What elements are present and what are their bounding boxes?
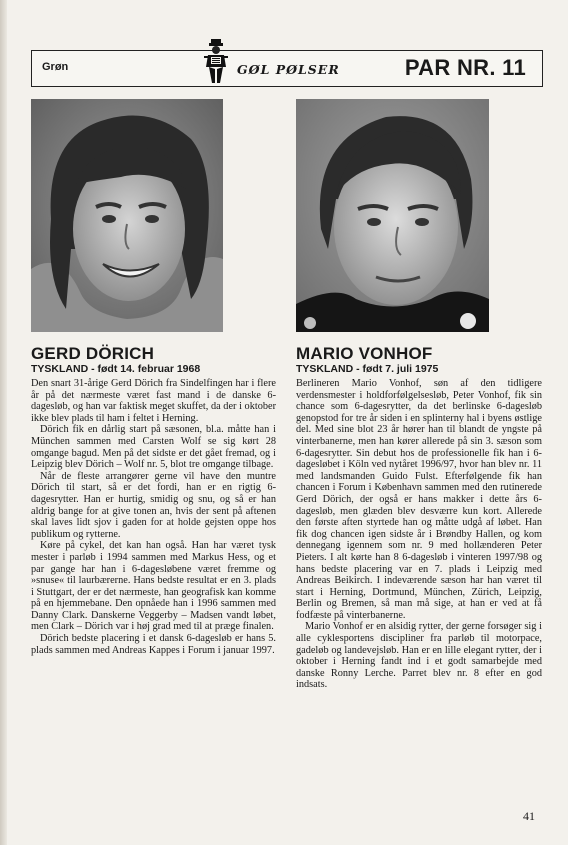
rider-biography (296, 378, 542, 691)
page-header (31, 50, 543, 87)
biography-paragraph: Dörich bedste placering i et dansk 6-dagesløb er hans 5. plads sammen med Andreas Kappes i Forum i januar 1997. (31, 633, 276, 656)
sponsor-name: GØL PØLSER (237, 62, 340, 77)
pair-number: PAR NR. 11 (404, 55, 526, 80)
team-color-label: Grøn (42, 61, 69, 73)
rider-column-left (31, 345, 276, 656)
rider-birth-info: TYSKLAND - født 7. juli 1975 (296, 363, 439, 375)
rider-name: MARIO VONHOF (296, 344, 433, 363)
rider-photo-gerd-dorich (31, 99, 223, 332)
biography-paragraph: Dörich fik en dårlig start på sæsonen, bl.a. måtte han i München sammen med Carsten Wolf se sig kørt 28 omgange bagud. Men på det sidste er det gået fremad, og i Leipzig blev Dörich – Wolf nr. 5, blot tre omgange tilbage. (31, 424, 276, 471)
biography-paragraph: Den snart 31-årige Gerd Dörich fra Sindelfingen har i flere år på det nærmeste været fast mand i de danske 6-dagesløb, og han var faktisk meget skuffet, da der i oktober ikke blev plads til ham i feltet i Herning. (31, 378, 276, 424)
rider-photo-mario-vonhof (296, 99, 489, 332)
rider-biography (31, 378, 276, 656)
rider-birth-info: TYSKLAND - født 14. februar 1968 (31, 363, 201, 375)
rider-name: GERD DÖRICH (31, 344, 155, 363)
biography-paragraph: Køre på cykel, det kan han også. Han har været tysk mester i parløb i 1994 sammen med Markus Hess, og et par gange har han i 6-dagesløbene været fremme og »snuse« til laurbærerne. Hans bedste resultat er en 3. plads i Stuttgart, der er det nærmeste, han geografisk kan komme på en hjemmebane. Den opnåede han i 1996 sammen med Danny Clark. Danskerne Veggerby – Madsen vandt løbet, men Clark – Dörich var i høj grad med til at præge finalen. (31, 540, 276, 633)
biography-paragraph: Mario Vonhof er en alsidig rytter, der gerne forsøger sig i alle cyklesportens discipliner fra parløb til motorpace, gadeløb og landevejsløb. Han er en lille elegant rytter, der i oktober i Herning fandt ind i et godt samarbejde med danske Ronny Lerche. Parret blev nr. 8 efter en god indsats. (296, 621, 542, 691)
rider-column-right (296, 345, 542, 691)
page-binding-edge (0, 0, 7, 845)
page-number: 41 (523, 809, 535, 823)
biography-paragraph: Berlineren Mario Vonhof, søn af den tidligere verdensmester i holdforfølgelsesløb, Peter Vonhof, fik sin chance som 6-dagesrytter, da det berlinske 6-dagesløb genopstod for tre år siden i en splinterny hal i byens østlige del. Med sine blot 23 år hører han til blandt de yngste på vinterbanerne, men han kører allerede på sin 3. sæson som 6-dagesrytter. Sin debut hos de professionelle fik han i 6-dagesløbet i Köln ved nytåret 1996/97, hvor han blev nr. 11 med landsmanden Guido Fulst. Efterfølgende fik han chancen i Forum i København sammen med den rutinerede Gerd Dörich, der også er hans makker i dette års 6-dagesløb, men glæden blev desværre kun kort. Allerede den første aften styrtede han og måtte udgå af løbet. Han fik dog chancen igen sidste år i Brøndby Hallen, og kom dennegang igennem som nr. 9 med hollænderen Peter Pieters. I alt kørte han 8 6-dagesløb i vinteren 1997/98 og hans bedste placering var en 7. plads i Leipzig med Andreas Beikirch. I indeværende sæson har han været til start i Herning, Dortmund, München, Zürich, Leipzig, Berlin og Bremen, så man må sige, at han er ved at få fodfæste på vinterbanerne. (296, 378, 542, 621)
sponsor-figure-icon (202, 39, 230, 85)
biography-paragraph: Når de fleste arrangører gerne vil have den muntre Dörich til start, så er det fordi, han er en rigtig 6-dagesrytter. Han er hurtig, smidig og snu, og så er han aldrig bange for at give tonen an, hvis der sent på aftenen skal laves lidt sjov i gaden for at holde gejsten oppe hos publikum og rytterne. (31, 470, 276, 540)
